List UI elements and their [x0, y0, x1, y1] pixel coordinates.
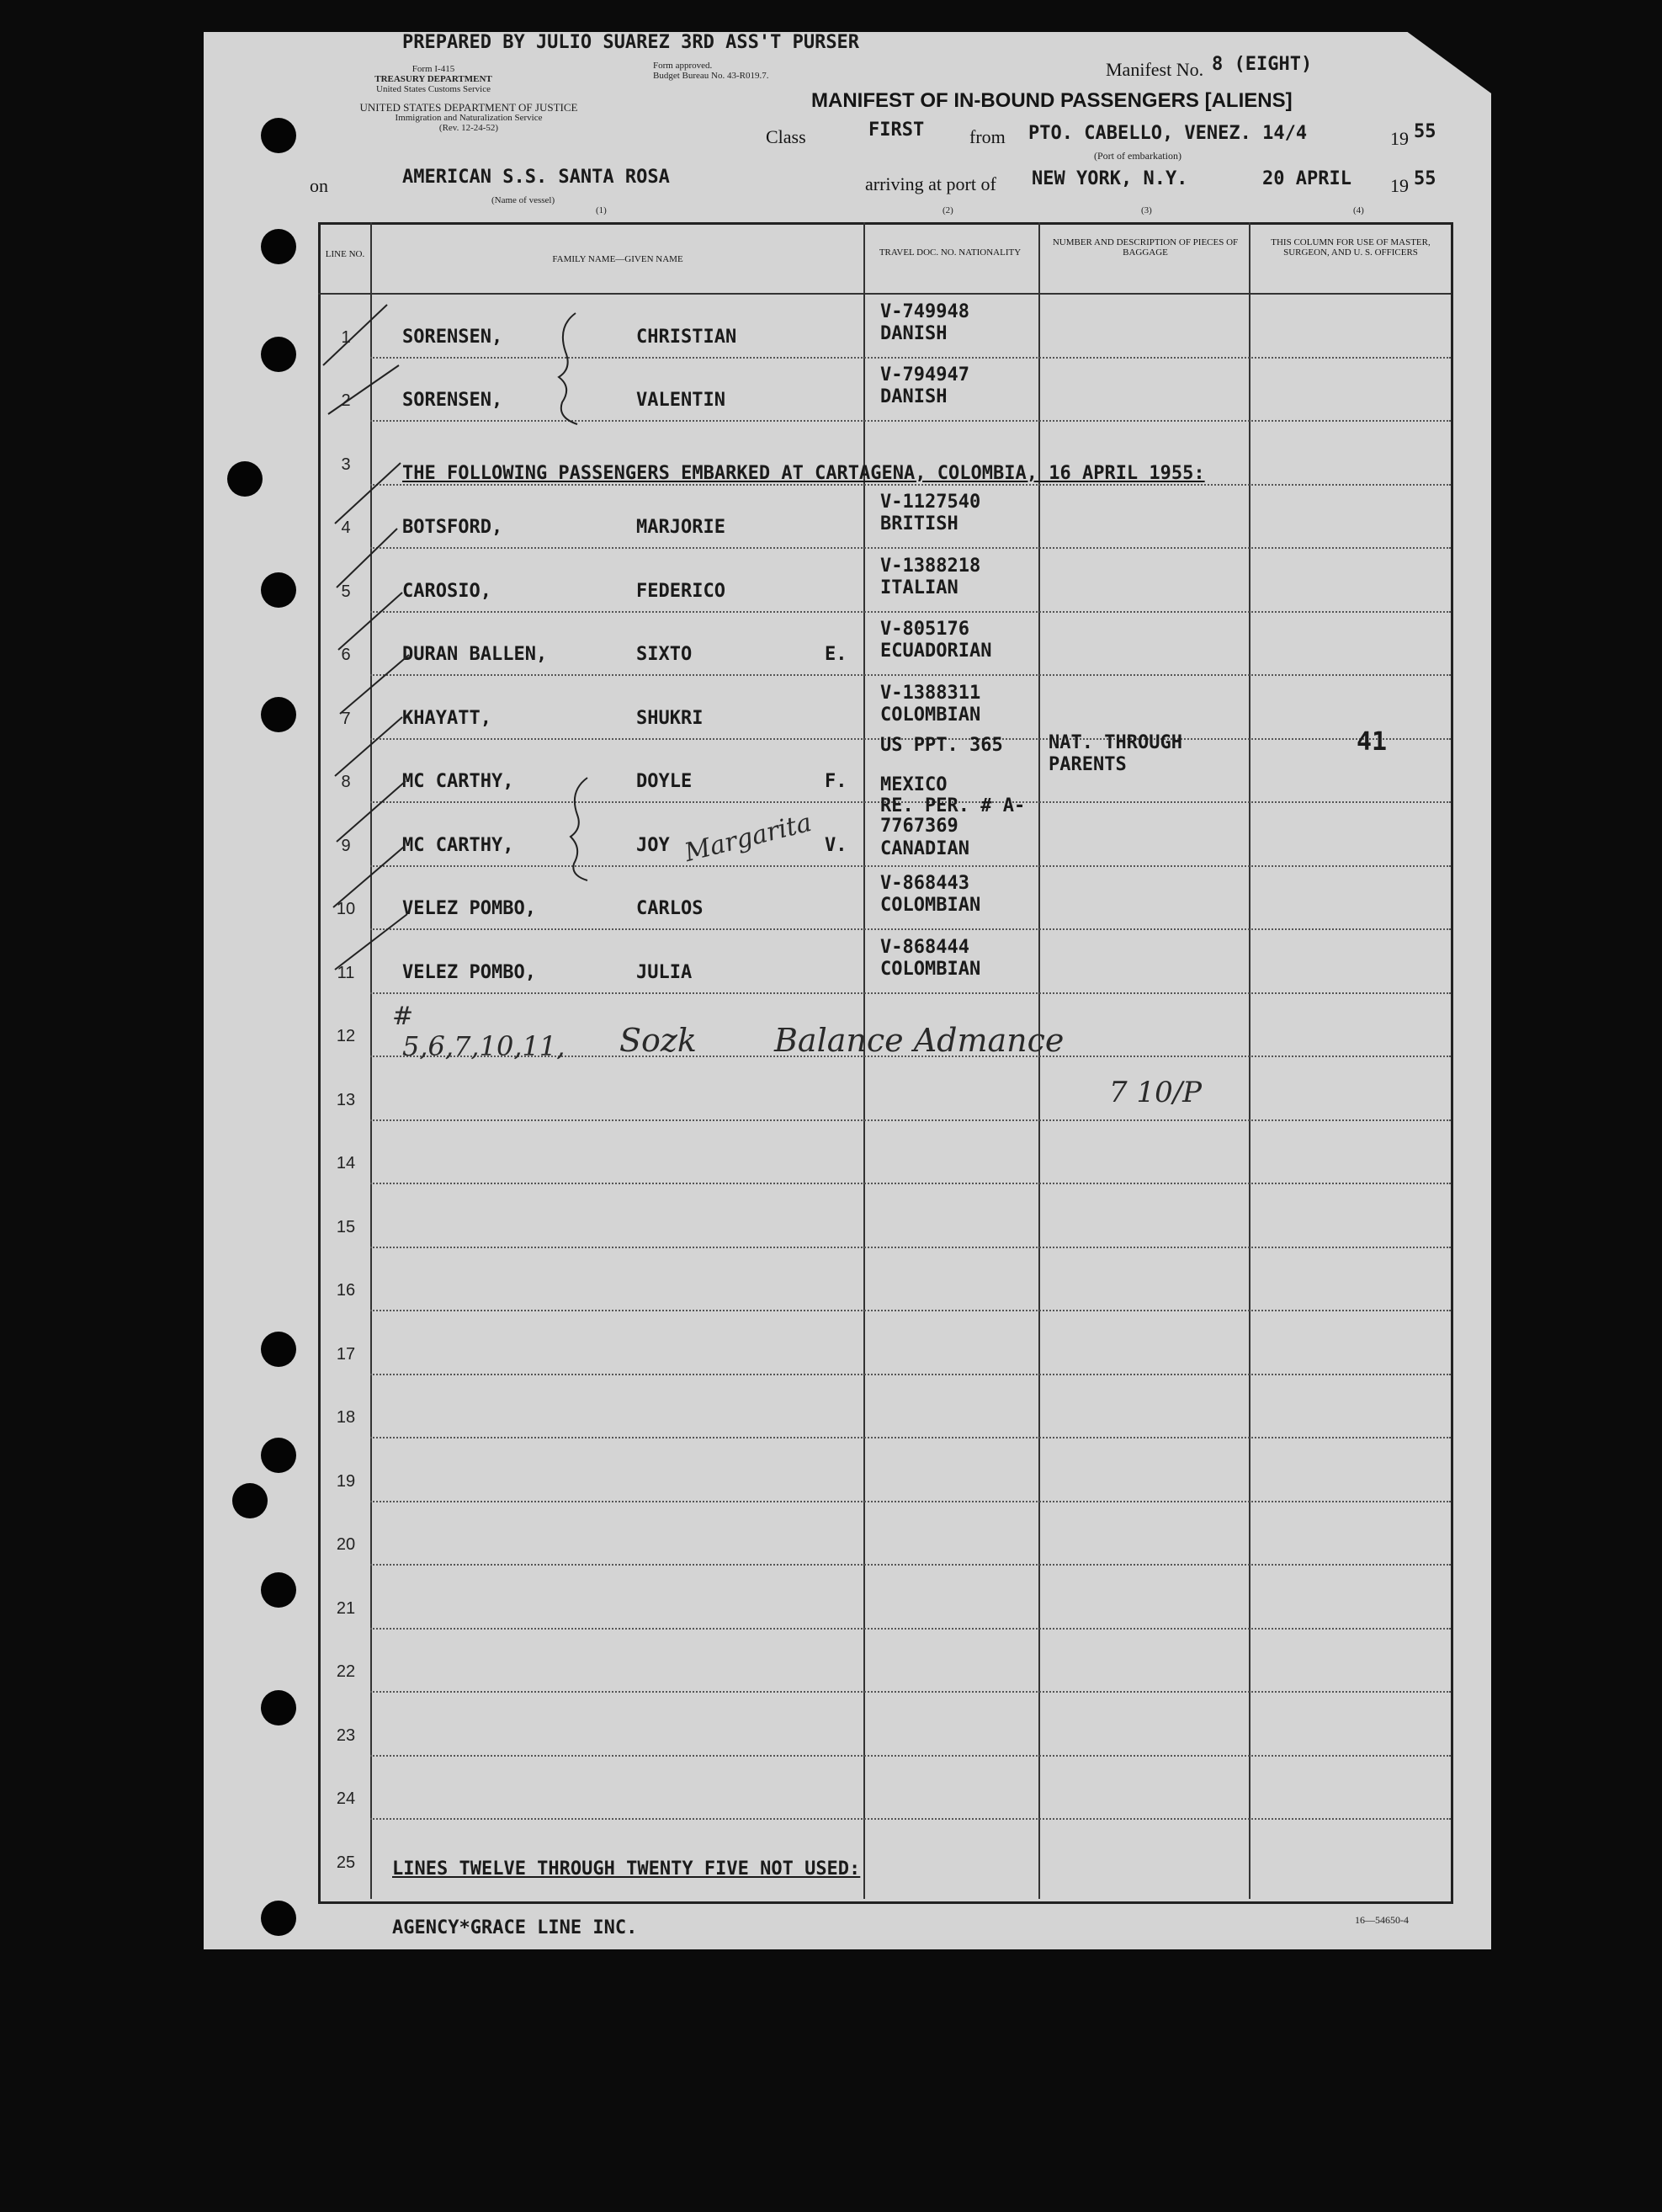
handwritten-fraction: 7 10/P	[1109, 1076, 1203, 1109]
department-block: UNITED STATES DEPARTMENT OF JUSTICE Immigration and Naturalization Service (Rev. 12-24-52)	[359, 101, 578, 133]
embark-port: PTO. CABELLO, VENEZ. 14/4	[1028, 123, 1308, 144]
line-number: 18	[336, 1408, 356, 1427]
initial: F.	[825, 771, 847, 792]
punch-hole	[261, 572, 296, 608]
punch-hole	[227, 461, 263, 497]
row-rule	[370, 420, 1451, 422]
agency: AGENCY*GRACE LINE INC.	[392, 1917, 638, 1938]
class-value: FIRST	[868, 120, 925, 141]
punch-hole	[261, 1901, 296, 1936]
travel-doc-no: V-805176	[880, 619, 969, 640]
handwritten-lines: 5,6,7,10,11,	[402, 1030, 566, 1062]
col-num-1: (1)	[596, 205, 607, 215]
row-rule	[370, 1119, 1451, 1121]
embark-caption: (Port of embarkation)	[1094, 150, 1181, 162]
line-number: 24	[336, 1789, 356, 1808]
given-name: MARJORIE	[636, 517, 725, 538]
arrival-port: NEW YORK, N.Y.	[1032, 168, 1188, 189]
line-number: 22	[336, 1662, 356, 1681]
footer-line-25: LINES TWELVE THROUGH TWENTY FIVE NOT USED:	[392, 1858, 861, 1880]
initial: E.	[825, 644, 847, 665]
nationality: BRITISH	[880, 513, 958, 534]
family-name: DURAN BALLEN,	[402, 644, 548, 665]
row-rule	[370, 1501, 1451, 1502]
brace-mark	[562, 774, 596, 884]
line-number: 9	[341, 836, 351, 855]
header-rule	[318, 293, 1451, 295]
line-number: 6	[341, 646, 351, 664]
handwritten-balance: Balance Admance	[774, 1022, 1065, 1059]
baggage-note-2: PARENTS	[1049, 754, 1127, 775]
travel-doc-no: V-868443	[880, 873, 969, 894]
col-num-4: (4)	[1353, 205, 1364, 215]
line-number: 20	[336, 1535, 356, 1554]
family-name: VELEZ POMBO,	[402, 898, 536, 919]
year-prefix: 19	[1390, 128, 1409, 149]
travel-doc-no: V-749948	[880, 300, 969, 322]
travel-doc-no: RE. PER. # A-7767369	[880, 795, 1026, 837]
class-label: Class	[766, 126, 806, 147]
family-name: VELEZ POMBO,	[402, 961, 536, 983]
punch-hole	[261, 1572, 296, 1608]
brace-mark	[550, 310, 584, 428]
row-rule	[370, 357, 1451, 359]
arriving-label: arriving at port of	[865, 173, 996, 194]
approval-block: Form approved. Budget Bureau No. 43-R019.7.	[653, 61, 769, 81]
punch-hole	[261, 118, 296, 153]
family-name: BOTSFORD,	[402, 517, 503, 538]
year-prefix: 19	[1390, 175, 1409, 196]
arrival-year: 55	[1414, 168, 1436, 189]
nationality: COLOMBIAN	[880, 704, 981, 726]
travel-doc-no: V-1388311	[880, 682, 981, 704]
row-rule	[370, 1310, 1451, 1311]
family-name: SORENSEN,	[402, 390, 503, 411]
check-mark	[321, 296, 422, 1340]
col-header-officers: THIS COLUMN FOR USE OF MASTER, SURGEON, AND U. S. OFFICERS	[1271, 237, 1431, 258]
row-rule	[370, 865, 1451, 867]
row-rule	[370, 928, 1451, 930]
nationality: CANADIAN	[880, 837, 969, 859]
col-header-baggage: NUMBER AND DESCRIPTION OF PIECES OF BAGGAGE	[1052, 237, 1239, 258]
row-rule	[370, 1564, 1451, 1566]
manifest-title: MANIFEST OF IN-BOUND PASSENGERS [ALIENS]	[811, 89, 1293, 112]
punch-hole	[261, 697, 296, 732]
punch-hole	[232, 1483, 268, 1518]
travel-doc-no: US PPT. 365	[880, 735, 1003, 756]
row-rule	[370, 547, 1451, 549]
row-rule	[370, 1755, 1451, 1757]
travel-doc-no: V-794947	[880, 364, 969, 386]
handwritten-name: Margarita	[682, 807, 815, 869]
form-block: Form I-415 TREASURY DEPARTMENT United States Customs Service	[374, 64, 492, 94]
embark-year: 55	[1414, 121, 1436, 142]
from-label: from	[969, 126, 1006, 147]
line-number: 17	[336, 1344, 356, 1364]
line-number: 1	[341, 327, 351, 347]
line-number: 4	[341, 518, 351, 537]
given-name: CHRISTIAN	[636, 326, 737, 348]
punch-hole	[261, 1438, 296, 1473]
form-code: 16—54650-4	[1355, 1914, 1409, 1926]
nationality: ECUADORIAN	[880, 641, 992, 662]
line-number: 3	[341, 455, 351, 474]
row-rule	[370, 1437, 1451, 1438]
line-number: 23	[336, 1725, 356, 1745]
line-number: 15	[336, 1217, 356, 1236]
line-number: 10	[336, 900, 356, 918]
line-number: 7	[341, 709, 351, 728]
given-name: FEDERICO	[636, 580, 725, 602]
col-divider	[1249, 222, 1250, 1899]
manifest-no: 8 (EIGHT)	[1212, 54, 1313, 75]
row-rule	[370, 611, 1451, 613]
nationality: ITALIAN	[880, 577, 958, 598]
col-num-3: (3)	[1141, 205, 1152, 215]
family-name: SORENSEN,	[402, 326, 503, 348]
line-number: 14	[336, 1154, 356, 1172]
line-number: 25	[336, 1853, 356, 1872]
family-name: KHAYATT,	[402, 707, 491, 729]
nationality: DANISH	[880, 386, 948, 407]
travel-doc-no: V-1127540	[880, 492, 981, 513]
line-number: 16	[336, 1281, 356, 1300]
given-name: JOY	[636, 834, 670, 856]
line-number: 19	[336, 1471, 356, 1491]
arrival-date: 20 APRIL	[1262, 168, 1351, 189]
line-number: 8	[341, 773, 351, 791]
punch-hole	[261, 1332, 296, 1367]
row-rule	[370, 674, 1451, 676]
given-name: DOYLE	[636, 771, 693, 792]
punch-hole	[261, 1690, 296, 1725]
col-num-2: (2)	[943, 205, 953, 215]
line-number: 21	[336, 1598, 356, 1618]
nationality: COLOMBIAN	[880, 958, 981, 980]
punch-hole	[261, 229, 296, 264]
baggage-note-1: NAT. THROUGH	[1049, 732, 1182, 753]
manifest-no-label: Manifest No.	[1106, 59, 1204, 80]
line-number: 11	[337, 963, 355, 982]
col-header-name: FAMILY NAME—GIVEN NAME	[552, 254, 683, 264]
travel-doc-no: V-1388218	[880, 555, 981, 577]
row-rule	[370, 1374, 1451, 1375]
nationality: COLOMBIAN	[880, 895, 981, 916]
given-name: SIXTO	[636, 644, 693, 665]
row-rule	[370, 1183, 1451, 1184]
vessel-caption: (Name of vessel)	[491, 195, 555, 205]
line-number: 12	[336, 1027, 356, 1045]
given-name: JULIA	[636, 961, 693, 983]
col-header-line-no: LINE NO.	[325, 249, 365, 259]
officer-mark: 41	[1357, 727, 1388, 757]
given-name: VALENTIN	[636, 390, 725, 411]
row-rule	[370, 1691, 1451, 1693]
prepared-by: PREPARED BY JULIO SUAREZ 3RD ASS'T PURSER	[402, 32, 860, 53]
travel-doc-no: V-868444	[880, 936, 969, 958]
line-number: 2	[341, 391, 351, 410]
nationality: MEXICO	[880, 774, 948, 795]
row-rule	[370, 1247, 1451, 1248]
given-name: SHUKRI	[636, 707, 704, 729]
punch-hole	[261, 337, 296, 372]
nationality: DANISH	[880, 322, 948, 344]
given-name: CARLOS	[636, 898, 704, 919]
on-label: on	[310, 175, 328, 196]
row-rule	[370, 992, 1451, 994]
col-header-travel-doc: TRAVEL DOC. NO. NATIONALITY	[879, 247, 1022, 258]
line-number: 5	[341, 582, 351, 601]
line-number: 13	[336, 1090, 356, 1109]
row-rule	[370, 1628, 1451, 1630]
family-name: CAROSIO,	[402, 580, 491, 602]
family-name: MC CARTHY,	[402, 834, 514, 856]
vessel-name: AMERICAN S.S. SANTA ROSA	[402, 167, 670, 188]
embarkation-note: THE FOLLOWING PASSENGERS EMBARKED AT CARTAGENA, COLOMBIA, 16 APRIL 1955:	[402, 463, 1205, 484]
handwritten-hash: #	[392, 1002, 414, 1031]
family-name: MC CARTHY,	[402, 771, 514, 792]
initial: V.	[825, 834, 847, 856]
row-rule	[370, 1818, 1451, 1820]
handwritten-initials: Sozk	[619, 1022, 697, 1059]
